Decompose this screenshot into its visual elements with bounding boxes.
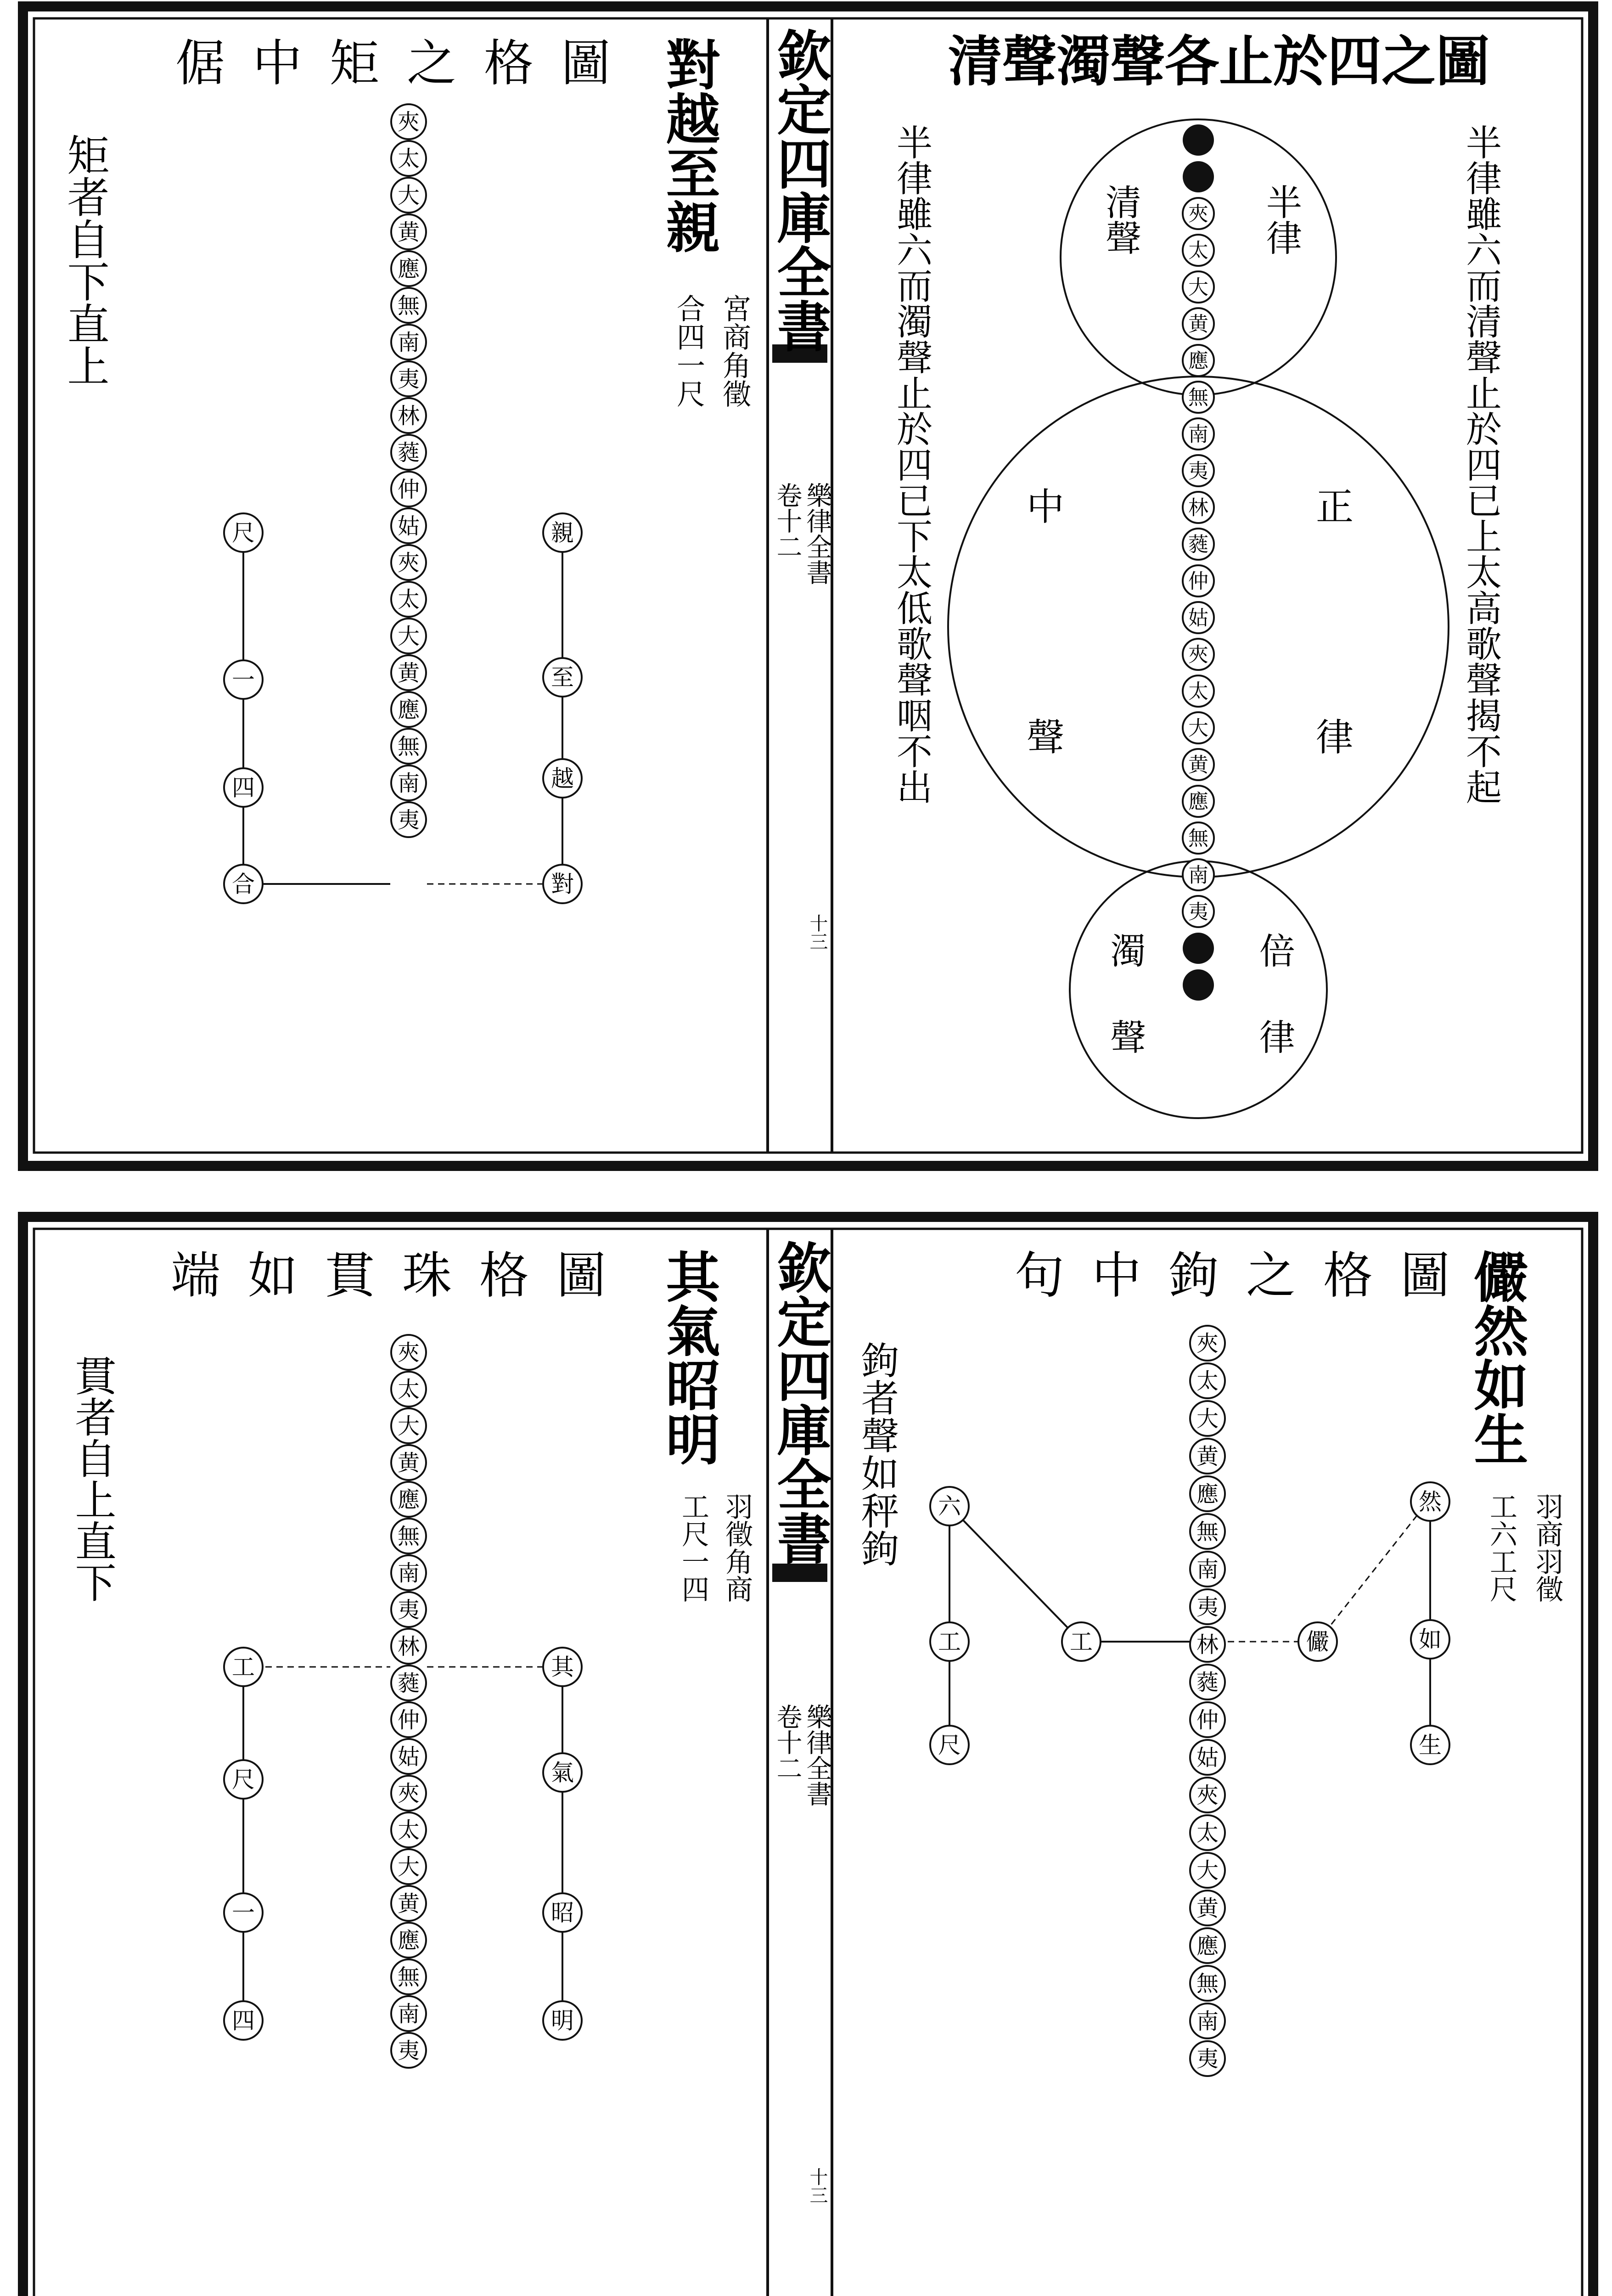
svg-text:黄: 黄 <box>397 219 420 245</box>
bottom-right-side: 鉤者聲如秤鉤 <box>855 1341 899 1567</box>
svg-text:無: 無 <box>1196 1519 1219 1545</box>
pitch-node <box>1183 675 1214 707</box>
svg-text:黄: 黄 <box>397 1450 420 1476</box>
svg-text:太: 太 <box>397 1376 420 1402</box>
svg-text:無: 無 <box>397 733 420 760</box>
svg-text:仲: 仲 <box>1196 1707 1219 1733</box>
pitch-node <box>1183 602 1214 633</box>
svg-text:如: 如 <box>1419 1626 1442 1653</box>
branch-node <box>543 865 582 903</box>
svg-text:林: 林 <box>397 403 420 429</box>
svg-text:然: 然 <box>1419 1488 1442 1515</box>
pitch-node <box>391 545 426 580</box>
pitch-node <box>391 104 426 139</box>
svg-text:無: 無 <box>1188 827 1208 850</box>
svg-text:夾: 夾 <box>1196 1330 1219 1356</box>
pitch-node <box>1183 235 1214 266</box>
branch-node <box>224 1760 263 1799</box>
spine-book: 樂律全書 <box>802 482 832 585</box>
pitch-node <box>1190 1740 1225 1775</box>
svg-text:無: 無 <box>1196 1970 1219 1997</box>
pitch-node <box>1183 529 1214 560</box>
bottom-right-note2: 工六工尺 <box>1485 1492 1517 1603</box>
pitch-node <box>391 214 426 249</box>
svg-text:黄: 黄 <box>1188 312 1208 336</box>
pitch-node <box>1183 639 1214 670</box>
pitch-node <box>391 582 426 617</box>
pitch-node <box>391 655 426 690</box>
svg-text:無: 無 <box>397 293 420 319</box>
svg-text:黄: 黄 <box>397 660 420 686</box>
svg-text:南: 南 <box>1188 422 1208 446</box>
svg-text:應: 應 <box>397 1927 420 1953</box>
bottom-right-diagram <box>855 1247 1564 2076</box>
pitch-node <box>1190 2041 1225 2076</box>
svg-text:太: 太 <box>1196 1368 1219 1394</box>
spine-book: 樂律全書 <box>802 1704 832 1806</box>
top-left-note: 宮商角徵 <box>718 294 752 408</box>
svg-text:越: 越 <box>551 765 574 792</box>
svg-text:夾: 夾 <box>397 109 420 135</box>
svg-text:其: 其 <box>551 1654 574 1681</box>
svg-text:夾: 夾 <box>1188 202 1208 226</box>
bottom-left-note: 羽徵角商 <box>721 1492 753 1603</box>
svg-text:應: 應 <box>397 256 420 282</box>
pitch-node <box>1190 2003 1225 2038</box>
pitch-node <box>391 1629 426 1664</box>
svg-text:仲: 仲 <box>1188 569 1208 593</box>
svg-text:昭: 昭 <box>551 1899 574 1926</box>
branch-node <box>543 1893 582 1932</box>
pitch-node <box>391 1812 426 1847</box>
pitch-node <box>391 765 426 800</box>
pitch-node <box>1190 1476 1225 1511</box>
pitch-node <box>391 1592 426 1627</box>
pitch-node <box>391 1923 426 1958</box>
svg-text:大: 大 <box>1188 276 1208 299</box>
svg-text:黄: 黄 <box>1196 1443 1219 1469</box>
branch-node <box>543 1648 582 1686</box>
svg-text:姑: 姑 <box>1196 1745 1219 1771</box>
svg-text:氣: 氣 <box>551 1759 574 1786</box>
pitch-node <box>391 398 426 433</box>
svg-text:應: 應 <box>1188 349 1208 373</box>
svg-text:仲: 仲 <box>397 476 420 502</box>
svg-text:姑: 姑 <box>397 513 420 539</box>
pitch-node <box>1190 1891 1225 1925</box>
bottom-left-subtitle: 端如貫珠格圖 <box>170 1247 634 1305</box>
svg-text:應: 應 <box>1188 790 1208 814</box>
pitch-node <box>391 692 426 727</box>
svg-text:四: 四 <box>232 774 255 801</box>
pitch-node <box>391 178 426 213</box>
pitch-node <box>1190 1401 1225 1436</box>
svg-text:南: 南 <box>1196 1556 1219 1582</box>
hook-node <box>1298 1622 1337 1661</box>
pitch-node <box>391 1959 426 1994</box>
pitch-node <box>391 1996 426 2031</box>
pitch-node <box>391 141 426 176</box>
svg-text:夷: 夷 <box>1196 2046 1219 2072</box>
pitch-node <box>391 288 426 323</box>
pitch-node <box>1183 565 1214 597</box>
svg-text:南: 南 <box>397 1560 420 1586</box>
svg-text:大: 大 <box>397 182 420 208</box>
top-left-diagram <box>61 35 752 903</box>
double-pitch-label: 倍律 <box>1253 932 1295 1105</box>
hook-node <box>930 1487 969 1525</box>
branch-node <box>224 1893 263 1932</box>
pitch-node <box>391 1739 426 1774</box>
top-left-note2: 合四一尺 <box>672 294 706 408</box>
svg-text:應: 應 <box>397 1486 420 1513</box>
svg-text:四: 四 <box>232 2007 255 2034</box>
svg-text:黄: 黄 <box>1188 753 1208 777</box>
pitch-node <box>1183 749 1214 780</box>
bottom-panel <box>23 1217 1593 2296</box>
branch-node <box>224 660 263 699</box>
svg-text:應: 應 <box>1196 1933 1219 1959</box>
pitch-node <box>1183 382 1214 413</box>
spine-volume: 卷十二 <box>772 1704 803 1781</box>
pitch-node <box>1190 1815 1225 1850</box>
svg-text:儼: 儼 <box>1306 1628 1329 1655</box>
pitch-node <box>1190 1552 1225 1587</box>
svg-text:六: 六 <box>938 1493 961 1520</box>
svg-text:對: 對 <box>551 871 574 898</box>
svg-text:夾: 夾 <box>1196 1782 1219 1808</box>
bottom-right-subtitle: 句中鉤之格圖 <box>1015 1247 1478 1305</box>
svg-text:太: 太 <box>397 586 420 613</box>
spine-title: 欽定四庫全書 <box>768 1240 832 1565</box>
pitch-node <box>391 1519 426 1553</box>
pitch-column <box>1190 1326 1225 2076</box>
svg-text:工: 工 <box>1070 1628 1093 1655</box>
svg-text:夷: 夷 <box>397 807 420 833</box>
pitch-node <box>391 1482 426 1517</box>
svg-text:大: 大 <box>1196 1857 1219 1884</box>
hook-node <box>1062 1622 1101 1661</box>
hook-node <box>1411 1726 1449 1764</box>
pitch-node <box>1183 896 1214 927</box>
svg-text:尺: 尺 <box>232 519 255 546</box>
svg-text:大: 大 <box>397 1854 420 1880</box>
svg-text:尺: 尺 <box>938 1732 961 1759</box>
svg-text:應: 應 <box>397 697 420 723</box>
branch-node <box>543 1753 582 1792</box>
pitch-node <box>391 1408 426 1443</box>
svg-text:太: 太 <box>397 1817 420 1843</box>
pitch-node <box>391 1335 426 1370</box>
hook-node <box>1411 1620 1449 1659</box>
spine-volume: 卷十二 <box>772 482 803 559</box>
clear-voice-label: 清聲 <box>1100 184 1141 255</box>
pitch-node <box>1183 418 1214 450</box>
svg-text:太: 太 <box>1188 239 1208 263</box>
svg-text:太: 太 <box>1188 680 1208 703</box>
pitch-node <box>1190 1326 1225 1361</box>
svg-text:明: 明 <box>551 2007 574 2034</box>
svg-text:林: 林 <box>397 1633 420 1660</box>
pitch-node <box>1183 969 1214 1001</box>
svg-text:蕤: 蕤 <box>397 1670 420 1696</box>
svg-text:黄: 黄 <box>1196 1895 1219 1921</box>
spine-leaf: 十三 <box>807 2167 828 2204</box>
svg-text:夷: 夷 <box>397 2037 420 2064</box>
branch-node <box>224 865 263 903</box>
pitch-node <box>1190 1589 1225 1624</box>
pitch-node <box>1183 455 1214 486</box>
pitch-node <box>391 325 426 360</box>
bottom-right-note: 羽商羽徵 <box>1531 1492 1563 1603</box>
top-right-note-left: 半律雖六而濁聲止於四已下太低歌聲咽不出 <box>891 124 932 805</box>
svg-text:林: 林 <box>1196 1632 1219 1658</box>
pitch-node <box>1183 271 1214 303</box>
pitch-node <box>391 1445 426 1480</box>
pitch-node <box>391 1702 426 1737</box>
pitch-node <box>391 2033 426 2068</box>
svg-text:合: 合 <box>232 871 255 898</box>
svg-text:姑: 姑 <box>1188 606 1208 630</box>
svg-text:至: 至 <box>551 664 574 691</box>
pitch-node <box>1183 198 1214 229</box>
pitch-node <box>391 472 426 506</box>
svg-text:無: 無 <box>397 1523 420 1549</box>
branch-node <box>543 513 582 552</box>
top-right-title: 清聲濁聲各止於四之圖 <box>948 29 1490 93</box>
svg-text:大: 大 <box>1188 716 1208 740</box>
hook-node <box>1411 1482 1449 1521</box>
spine-title: 欽定四庫全書 <box>768 28 832 353</box>
pitch-node <box>391 1666 426 1700</box>
top-right-diagram <box>891 29 1501 1118</box>
pitch-node <box>1183 933 1214 964</box>
branch-node <box>224 768 263 807</box>
svg-text:南: 南 <box>1188 863 1208 887</box>
top-left-subtitle: 倨中矩之格圖 <box>175 35 638 92</box>
pitch-node <box>1190 1853 1225 1888</box>
svg-text:大: 大 <box>1196 1406 1219 1432</box>
svg-text:無: 無 <box>1188 386 1208 410</box>
pitch-node <box>1190 1627 1225 1662</box>
bottom-left-side: 貫者自上直下 <box>67 1355 116 1603</box>
svg-text:生: 生 <box>1419 1732 1442 1759</box>
pitch-node <box>1183 492 1214 523</box>
branch-node <box>543 658 582 697</box>
branch-node <box>224 1648 263 1686</box>
spine-leaf: 十三 <box>807 914 828 951</box>
pitch-node <box>1183 786 1214 817</box>
svg-text:夷: 夷 <box>397 1597 420 1623</box>
hook-node <box>930 1622 969 1661</box>
regular-pitch-label: 正律 <box>1309 487 1354 948</box>
svg-text:南: 南 <box>397 770 420 796</box>
svg-text:夾: 夾 <box>397 1780 420 1806</box>
branch-node <box>224 2001 263 2040</box>
pitch-node <box>1183 712 1214 743</box>
pitch-node <box>391 251 426 286</box>
spine-black-band <box>772 1564 827 1582</box>
half-pitch-label: 半律 <box>1260 184 1302 255</box>
svg-text:夷: 夷 <box>397 366 420 392</box>
pitch-node <box>391 619 426 653</box>
svg-text:一: 一 <box>232 666 255 693</box>
svg-text:親: 親 <box>551 519 574 546</box>
svg-text:蕤: 蕤 <box>1188 533 1208 557</box>
svg-text:姑: 姑 <box>397 1744 420 1770</box>
svg-text:夷: 夷 <box>1188 900 1208 924</box>
svg-text:黄: 黄 <box>397 1891 420 1917</box>
pitch-column <box>1183 124 1214 1001</box>
pitch-node <box>1190 1363 1225 1398</box>
pitch-node <box>1183 345 1214 376</box>
pitch-node <box>1190 1928 1225 1963</box>
pitch-node <box>391 1886 426 1921</box>
svg-text:南: 南 <box>1196 2008 1219 2034</box>
pitch-node <box>391 1372 426 1407</box>
pitch-node <box>1183 124 1214 156</box>
pitch-node <box>1183 161 1214 192</box>
svg-text:無: 無 <box>397 1964 420 1990</box>
pitch-node <box>1190 1665 1225 1699</box>
pitch-node <box>391 508 426 543</box>
bottom-left-note2: 工尺一四 <box>677 1492 709 1603</box>
svg-text:南: 南 <box>397 329 420 355</box>
pitch-node <box>391 1555 426 1590</box>
svg-text:工: 工 <box>232 1654 255 1681</box>
svg-text:蕤: 蕤 <box>397 439 420 466</box>
pitch-node <box>391 729 426 764</box>
pitch-node <box>391 1849 426 1884</box>
pitch-node <box>1183 822 1214 854</box>
top-left-title: 對越至親 <box>657 37 721 253</box>
pitch-node <box>391 802 426 837</box>
pitch-node <box>1190 1514 1225 1549</box>
svg-text:夾: 夾 <box>397 1339 420 1366</box>
svg-text:夷: 夷 <box>1196 1594 1219 1620</box>
svg-text:太: 太 <box>1196 1820 1219 1846</box>
hook-node <box>930 1726 969 1764</box>
bottom-right-title: 儼然如生 <box>1465 1249 1529 1466</box>
svg-text:仲: 仲 <box>397 1707 420 1733</box>
pitch-node <box>391 1776 426 1811</box>
pitch-node <box>391 435 426 470</box>
svg-text:林: 林 <box>1188 496 1208 520</box>
pitch-node <box>1183 308 1214 339</box>
pitch-column <box>391 104 426 837</box>
svg-text:大: 大 <box>397 1413 420 1439</box>
svg-text:尺: 尺 <box>232 1766 255 1793</box>
pitch-column <box>391 1335 426 2068</box>
branch-node <box>543 2001 582 2040</box>
top-right-note-right: 半律雖六而清聲止於四已上太高歌聲揭不起 <box>1460 124 1501 805</box>
branch-node <box>543 759 582 798</box>
svg-text:大: 大 <box>397 623 420 649</box>
top-left-side: 矩者自下直上 <box>60 133 110 387</box>
middle-voice-label: 中聲 <box>1020 487 1064 948</box>
bottom-left-title: 其氣昭明 <box>657 1249 721 1466</box>
svg-text:蕤: 蕤 <box>1196 1669 1219 1695</box>
svg-text:工: 工 <box>938 1628 961 1655</box>
svg-text:應: 應 <box>1196 1481 1219 1507</box>
pitch-node <box>1183 859 1214 890</box>
pitch-node <box>1190 1778 1225 1812</box>
svg-text:太: 太 <box>397 146 420 172</box>
top-panel <box>23 6 1593 1166</box>
svg-text:夾: 夾 <box>397 550 420 576</box>
svg-text:一: 一 <box>232 1899 255 1926</box>
svg-text:夷: 夷 <box>1188 459 1208 483</box>
svg-text:夾: 夾 <box>1188 643 1208 667</box>
svg-text:南: 南 <box>397 2001 420 2027</box>
pitch-node <box>1190 1702 1225 1737</box>
turbid-voice-label: 濁聲 <box>1104 932 1146 1105</box>
branch-node <box>224 513 263 552</box>
bottom-left-diagram <box>68 1247 753 2068</box>
pitch-node <box>391 361 426 396</box>
pitch-node <box>1190 1966 1225 2001</box>
pitch-node <box>1190 1439 1225 1474</box>
